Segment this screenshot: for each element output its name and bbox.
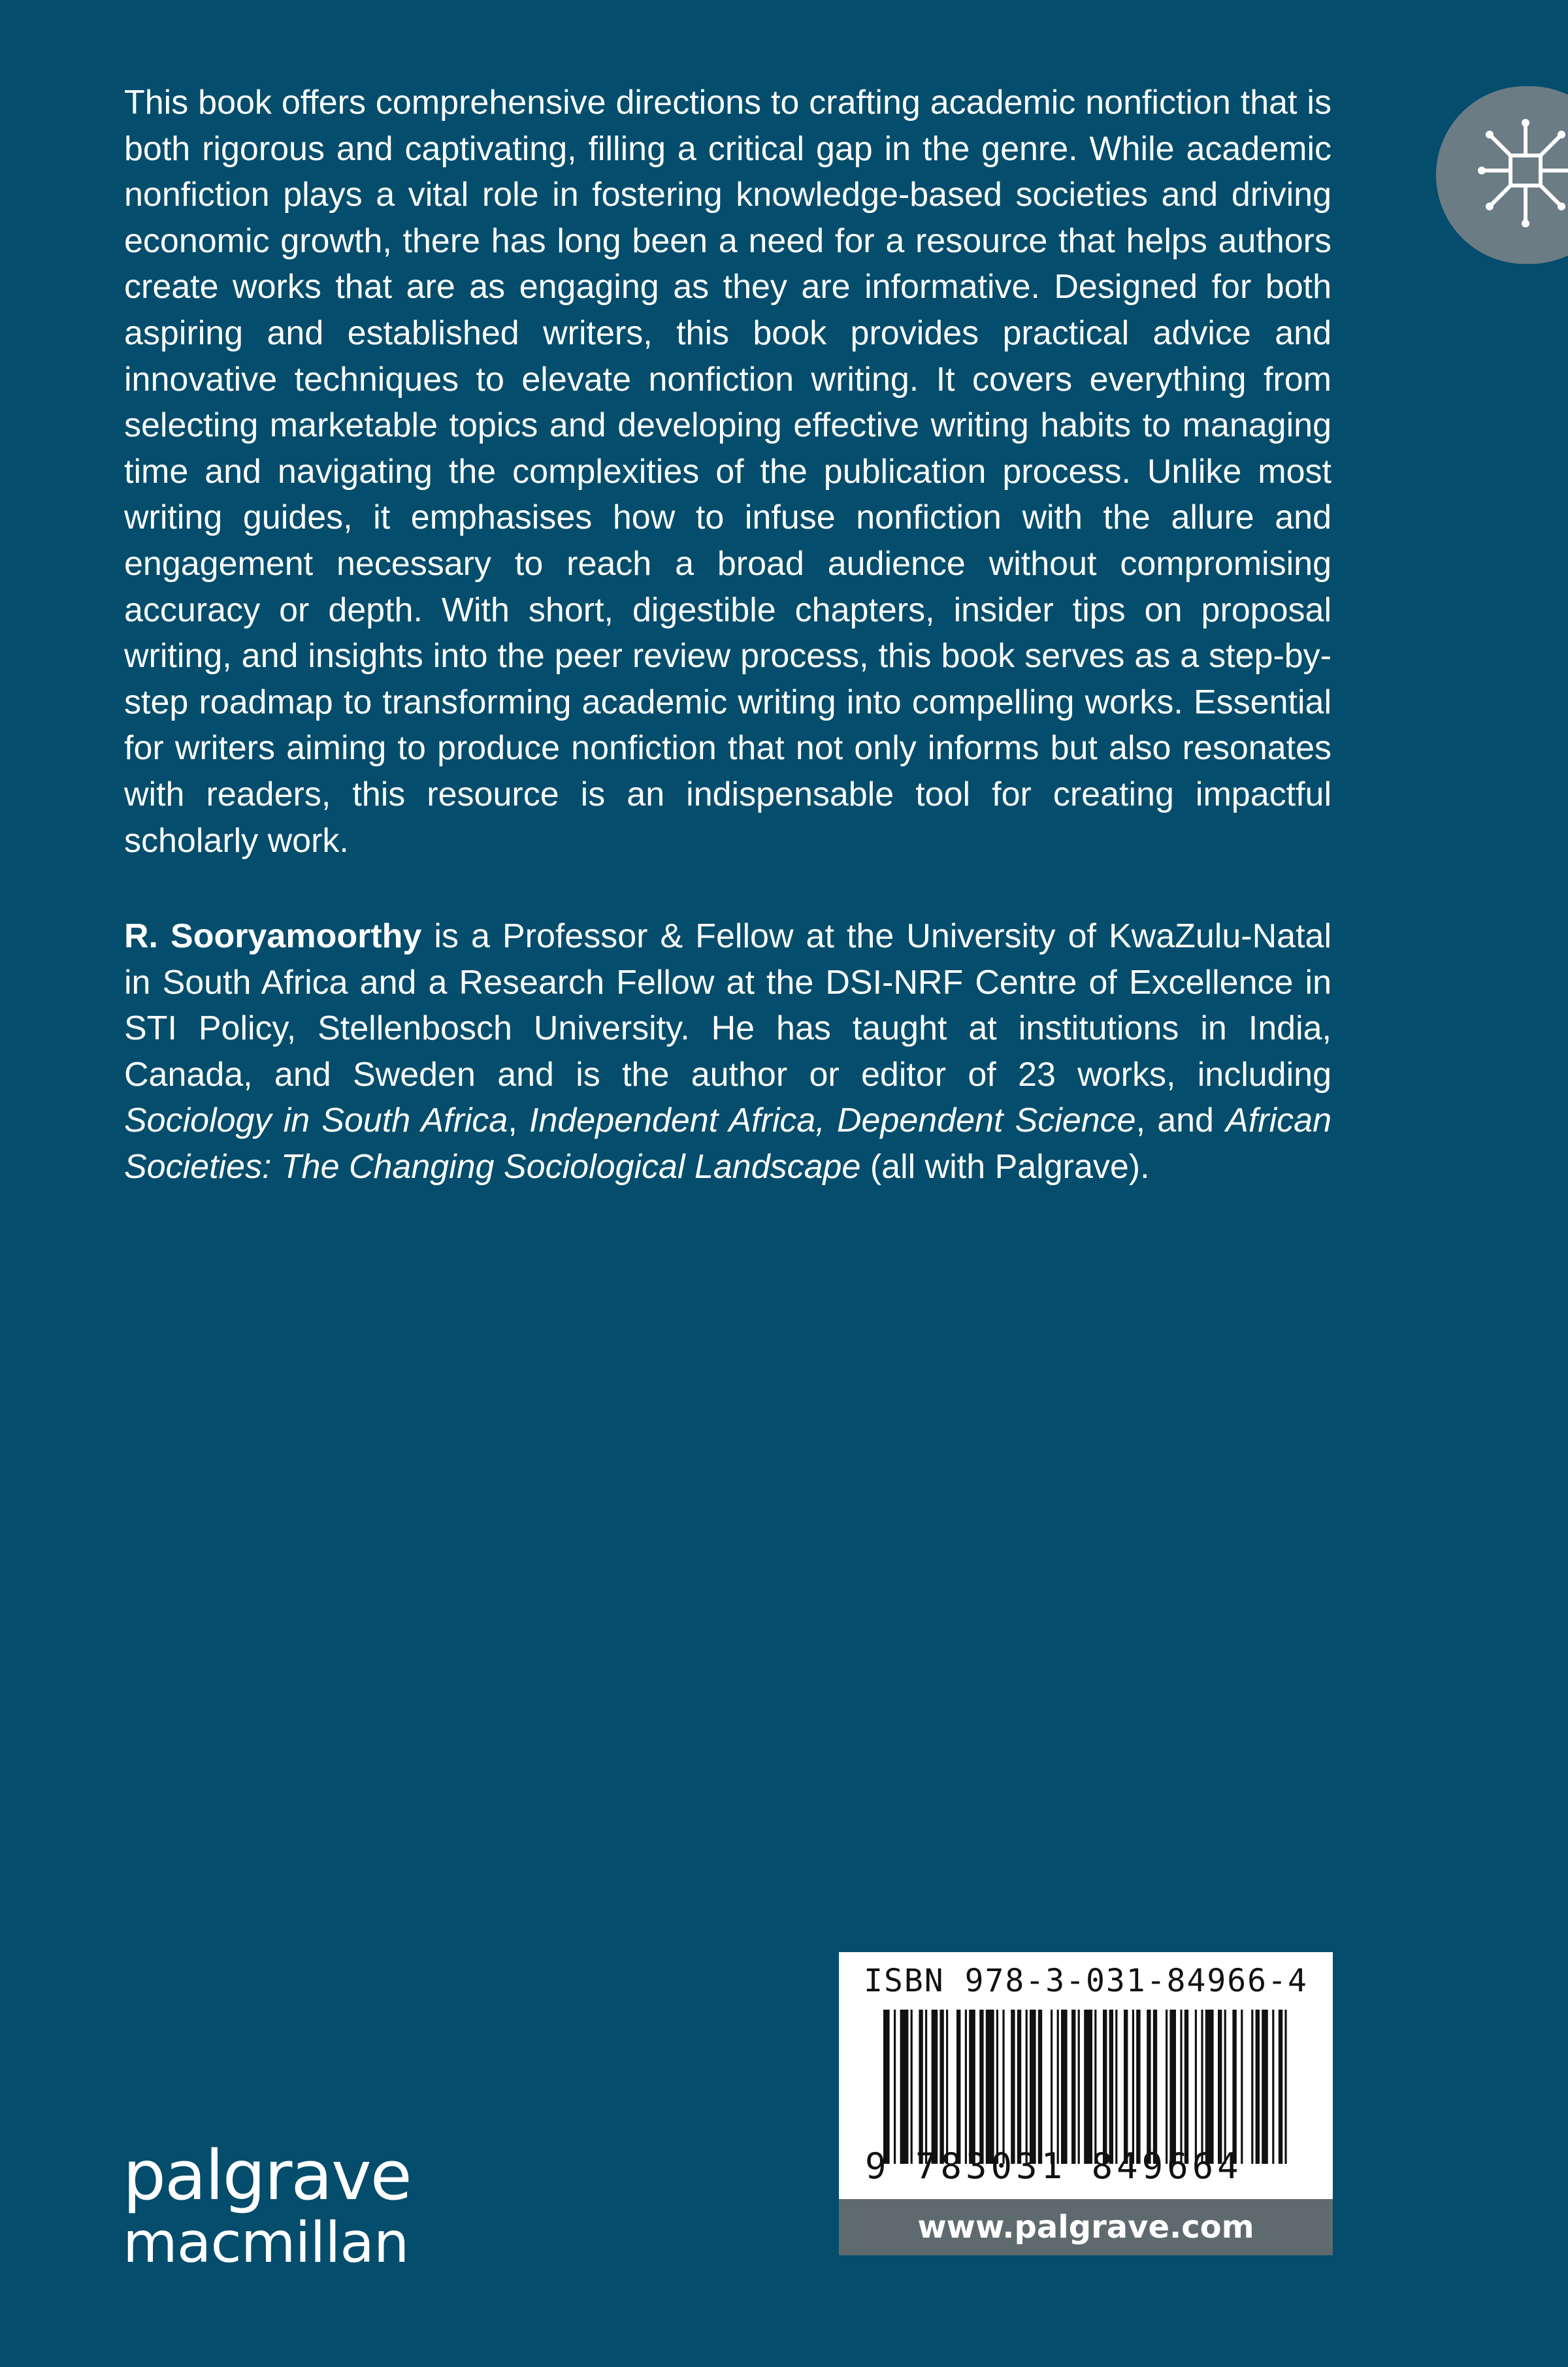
barcode-stripe	[956, 2010, 960, 2164]
barcode-stripe	[1109, 2010, 1113, 2164]
barcode-stripe	[1279, 2010, 1282, 2164]
barcode-stripe	[1256, 2010, 1260, 2164]
author-bio-text: is a Professor & Fellow at the University of KwaZulu-Natal in South Africa and a Research Fellow at the DSI-NRF Centre of Excellence in STI Policy, Stellenbosch University. He has taught at institutions in India, Canada, and Sweden and is the author or editor of 23 works, including	[124, 917, 1332, 1094]
barcode-stripe	[1078, 2010, 1080, 2164]
barcode-stripe	[911, 2010, 913, 2164]
logo-line-macmillan: macmillan	[123, 2210, 409, 2276]
barcode-stripe	[1166, 2010, 1168, 2164]
barcode-stripe	[1051, 2010, 1053, 2164]
barcode-stripe	[1224, 2010, 1226, 2164]
barcode-stripe	[1002, 2010, 1004, 2164]
barcode-stripe	[1011, 2010, 1015, 2164]
barcode-stripe	[932, 2010, 938, 2164]
book-title-1: Sociology in South Africa	[124, 1102, 508, 1140]
barcode-stripe	[925, 2010, 927, 2164]
barcode-stripe	[1195, 2010, 1197, 2164]
barcode-stripe	[900, 2010, 909, 2164]
barcode-stripe	[1205, 2010, 1214, 2164]
barcode-stripe	[1180, 2010, 1182, 2164]
logo-line-palgrave: palgrave	[123, 2136, 411, 2215]
barcode-stripe	[1201, 2010, 1203, 2164]
barcode-stripe	[1251, 2010, 1253, 2164]
author-name: R. Sooryamoorthy	[124, 917, 422, 955]
barcode-stripe	[946, 2010, 948, 2164]
barcode-stripe	[1184, 2010, 1188, 2164]
author-bio	[124, 913, 1331, 1190]
barcode-stripe	[1132, 2010, 1134, 2164]
barcode-stripe	[965, 2010, 967, 2164]
barcode-stripe	[1084, 2010, 1092, 2164]
barcode-stripe	[1241, 2010, 1243, 2164]
barcode-stripe	[1232, 2010, 1236, 2164]
barcode-stripe	[1262, 2010, 1268, 2164]
barcode-stripe	[1136, 2010, 1140, 2164]
barcode-stripe	[1026, 2010, 1028, 2164]
barcode-stripe	[894, 2010, 896, 2164]
barcode-stripe	[1147, 2010, 1151, 2164]
isbn-barcode-box	[839, 1952, 1333, 2199]
barcode-stripe	[1272, 2010, 1274, 2164]
barcode-stripe	[919, 2010, 923, 2164]
barcode-stripe	[996, 2010, 998, 2164]
book-title-3: African Societies: The Changing Sociological Landscape	[124, 1102, 1332, 1186]
barcode-stripe	[1103, 2010, 1107, 2164]
barcode-stripe	[1153, 2010, 1157, 2164]
separator-2: , and	[1135, 1102, 1226, 1140]
barcode-stripe	[1061, 2010, 1068, 2164]
barcode-digits: 9 783031 849664	[865, 2146, 1243, 2187]
book-description: This book offers comprehensive directions to crafting academic nonfiction that is both rigorous and captivating, filling a critical gap in the genre. While academic nonfiction plays a vital role in fostering knowledge-based societies and driving economic growth, there has long been a need for a resource that helps authors create works that are as engaging as they are informative. Designed for both aspiring and established writers, this book provides practical advice and innovative techniques to elevate nonfiction writing. It covers everything from selecting marketable topics and developing effective writing habits to managing time and navigating the complexities of the publication process. Unlike most writing guides, it emphasises how to infuse nonfiction with the allure and engagement necessary to reach a broad audience without compromising accuracy or depth. With short, digestible chapters, insider tips on proposal writing, and insights into the peer review process, this book serves as a step-by-step roadmap to transforming academic writing into compelling works. Essential for writers aiming to produce nonfiction that not only informs but also resonates with readers, this resource is an indispensable tool for creating impactful scholarly work.	[124, 84, 1331, 860]
barcode-stripe	[1038, 2010, 1042, 2164]
barcode-stripe	[1094, 2010, 1096, 2164]
barcode-stripe	[883, 2010, 890, 2164]
barcode-stripe	[1124, 2010, 1128, 2164]
barcode-stripe	[1284, 2010, 1286, 2164]
barcode-icon	[878, 2010, 1294, 2164]
barcode-stripe	[939, 2010, 943, 2164]
barcode-stripe	[1017, 2010, 1021, 2164]
palgrave-network-icon	[1478, 118, 1568, 229]
barcode-stripe	[1115, 2010, 1117, 2164]
palgrave-emblem	[1436, 86, 1568, 264]
barcode-stripe	[1169, 2010, 1176, 2164]
palgrave-macmillan-logo	[123, 2136, 411, 2276]
barcode-stripe	[1057, 2010, 1059, 2164]
book-title-2: Independent Africa, Dependent Science	[529, 1102, 1136, 1140]
barcode-stripe	[1218, 2010, 1222, 2164]
barcode-stripe	[986, 2010, 994, 2164]
barcode-stripe	[969, 2010, 975, 2164]
barcode-stripe	[1071, 2010, 1075, 2164]
publisher-url: www.palgrave.com	[839, 2199, 1333, 2255]
isbn-label: ISBN 978-3-031-84966-4	[864, 1963, 1308, 1999]
barcode-stripe	[979, 2010, 983, 2164]
separator-1: ,	[508, 1102, 529, 1140]
author-bio-text-end: (all with Palgrave).	[860, 1147, 1150, 1186]
barcode-stripe	[1030, 2010, 1036, 2164]
